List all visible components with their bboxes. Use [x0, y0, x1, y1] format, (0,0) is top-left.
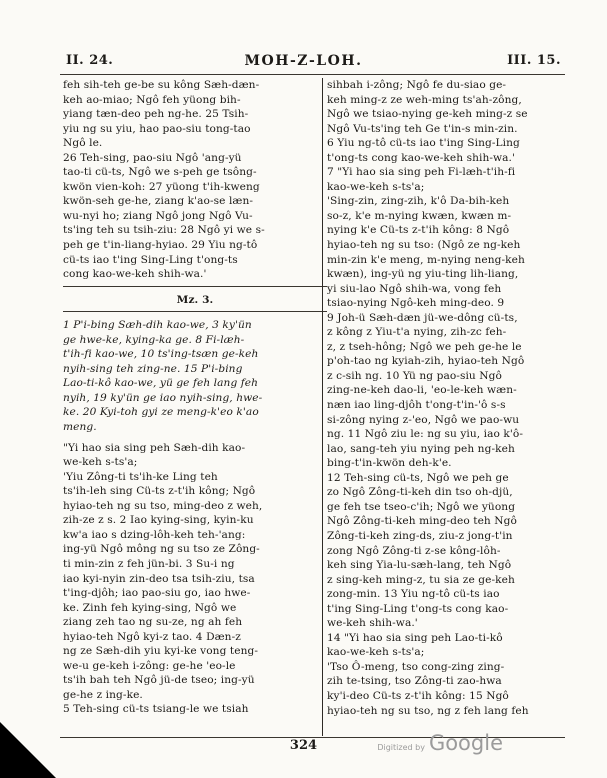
text-line: iao kyi-nyin zin-deo tsa tsih-ziu, tsa [63, 572, 255, 585]
text-line: ing-yü Ngô mông ng su tso ze Zông- [63, 543, 260, 556]
section-rule [63, 311, 327, 312]
text-line: ts'ih bah teh Ngô jü-de tseo; ing-yü [63, 674, 255, 687]
text-line: z sing-keh ming-z, tu sia ze ge-keh [327, 573, 515, 586]
text-line: 9 Joh-ü Sæh-dæn jü-we-dông cü-ts, [327, 311, 518, 324]
text-line: keh sing Yia-lu-sæh-lang, teh Ngô [327, 559, 512, 572]
text-line: kao-we-keh s-ts'a; [327, 646, 425, 659]
header-title: MOH-Z-LOH. [244, 53, 363, 69]
text-line: zo Ngô Zông-ti-keh din tso oh-djü, [327, 486, 513, 499]
header-right-reference: III. 15. [507, 53, 561, 68]
digitized-watermark [377, 731, 503, 755]
text-line: t'ing-djôh; iao pao-siu go, iao hwe- [63, 587, 251, 600]
page-number: 324 [289, 738, 318, 753]
text-line: kwæn), ing-yü ng yiu-ting lih-liang, [327, 268, 519, 281]
text-line: so-z, k'e m-nying kwæn, kwæn m- [327, 209, 512, 222]
text-line: kao-we-keh s-ts'a; [327, 180, 425, 193]
text-line: hyiao-teh ng su tso, ng z feh lang feh [327, 704, 529, 717]
text-line: we-u ge-keh i-zông: ge-he 'eo-le [63, 659, 236, 672]
text-line: ng ze Sæh-dih yiu kyi-ke vong teng- [63, 645, 259, 658]
text-line: z kông z Yiu-t'a nying, zih-zc feh- [327, 326, 507, 339]
right-text-column [327, 78, 591, 718]
text-line: we-keh s-ts'a; [63, 456, 138, 469]
text-line: min-zin k'e meng, m-nying neng-keh [327, 253, 525, 266]
text-line: ng. 11 Ngô ziu le: ng su yiu, iao k'ô- [327, 428, 524, 441]
text-line: Zông-ti-keh zing-ds, ziu-z jong-t'in [327, 529, 513, 542]
text-line: Lao-ti-kô kao-we, yü ge feh lang feh [63, 377, 259, 390]
text-line: 26 Teh-sing, pao-siu Ngô 'ang-yü [63, 151, 242, 164]
text-line: næn iao ling-djôh t'ong-t'in-'ô s-s [327, 399, 506, 412]
text-line: t'ong-ts cong kao-we-keh shih-wa.' [327, 151, 515, 164]
text-line: ge-he z ing-ke. [63, 688, 143, 701]
text-line: zing-ne-keh dao-li, 'eo-le-keh wæn- [327, 384, 517, 397]
watermark-small-text: Digitized by [377, 743, 425, 752]
text-line: cong kao-we-keh shih-wa.' [63, 268, 207, 281]
left-text-column [63, 78, 327, 717]
column-divider [322, 78, 323, 736]
text-line: ge hwe-ke, kying-ka ge. 8 Fi-læh- [63, 333, 245, 346]
text-line: kwön-seh ge-he, ziang k'ao-se læn- [63, 195, 254, 208]
text-line: si-zông nying z-'eo, Ngô we pao-wu [327, 413, 520, 426]
text-line: cü-ts iao t'ing Sing-Ling t'ong-ts [63, 253, 238, 266]
text-line: wu-nyi ho; ziang Ngô jong Ngô Vu- [63, 209, 253, 222]
text-line: p'oh-tao ng kyiah-zih, hyiao-teh Ngô [327, 355, 525, 368]
text-line: Ngô le. [63, 137, 103, 150]
text-line: meng. [63, 421, 97, 434]
text-line: zong Ngô Zông-ti z-se kông-lôh- [327, 544, 501, 557]
text-line: tsiao-nying Ngô-keh ming-deo. 9 [327, 297, 505, 310]
text-line: ziang zeh tao ng su-ze, ng ah feh [63, 616, 243, 629]
header-left-reference: II. 24. [66, 53, 114, 68]
text-line: Ngô Zông-ti-keh ming-deo teh Ngô [327, 515, 517, 528]
text-line: 'Tso Ô-meng, tso cong-zing zing- [327, 660, 505, 673]
header-rule [60, 74, 565, 75]
text-line: ti min-zin z feh jün-bi. 3 Su-i ng [63, 557, 235, 570]
text-line: nying k'e Cü-ts z-t'ih kông: 8 Ngô [327, 224, 510, 237]
text-line: lao, sang-teh yiu nying peh ng-keh [327, 442, 515, 455]
text-line: z, z tseh-hông; Ngô we peh ge-he le [327, 340, 522, 353]
text-line: yiang tæn-deo peh ng-he. 25 Tsih- [63, 108, 249, 121]
text-line: 'Yiu Zông-ti ts'ih-ke Ling teh [63, 470, 218, 483]
text-line: keh ao-miao; Ngô feh yüong bih- [63, 93, 241, 106]
text-line: kw'a iao s dzing-lôh-keh teh-'ang: [63, 528, 246, 541]
text-line: ky'i-deo Cü-ts z-t'ih kông: 15 Ngô [327, 689, 509, 702]
text-line: zih-ze z s. 2 Iao kying-sing, kyin-ku [63, 514, 254, 527]
text-line: 'Sing-zin, zing-zih, k'ô Da-bih-keh [327, 195, 510, 208]
text-line: we-keh shih-wa.' [327, 617, 418, 630]
text-line: hyiao-teh ng su tso: (Ngô ze ng-keh [327, 239, 521, 252]
text-line: zong-min. 13 Yiu ng-tô cü-ts iao [327, 588, 500, 601]
text-line: sihbah i-zông; Ngô fe du-siao ge- [327, 79, 507, 91]
text-line: nyih-sing teh zing-ne. 15 P'i-bing [63, 362, 243, 375]
text-line: 7 "Yi hao sia sing peh Fi-læh-t'ih-fi [327, 166, 516, 179]
page-corner-shadow [0, 722, 56, 778]
text-line: ge feh tse tseo-c'ih; Ngô we yüong [327, 500, 516, 513]
text-line: bing-t'in-kwön deh-k'e. [327, 457, 452, 470]
text-line: 5 Teh-sing cü-ts tsiang-le we tsiah [63, 703, 249, 716]
section-rule [63, 286, 327, 287]
text-line: 14 "Yi hao sia sing peh Lao-ti-kô [327, 631, 503, 644]
text-line: 12 Teh-sing cü-ts, Ngô we peh ge [327, 471, 509, 484]
text-line: "Yi hao sia sing peh Sæh-dih kao- [63, 441, 246, 454]
text-line: ke. 20 Kyi-toh gyi ze meng-k'eo k'ao [63, 406, 259, 419]
text-line: hyiao-teh Ngô kyi-z tao. 4 Dæn-z [63, 630, 241, 643]
text-line: t'ing Sing-Ling t'ong-ts cong kao- [327, 602, 509, 615]
text-line: keh ming-z ze weh-ming ts'ah-zông, [327, 93, 522, 106]
text-line: kwön vien-koh: 27 yüong t'ih-kweng [63, 180, 260, 193]
text-line: ke. Zinh feh kying-sing, Ngô we [63, 601, 237, 614]
text-line: Ngô we tsiao-nying ge-keh ming-z se [327, 108, 528, 121]
text-line: 6 Yiu ng-tô cü-ts iao t'ing Sing-Ling [327, 137, 520, 150]
text-line: Ngô Vu-ts'ing teh Ge t'in-s min-zin. [327, 122, 518, 135]
text-line: hyiao-teh ng su tso, ming-deo z weh, [63, 499, 263, 512]
text-line: zih te-tsing, tso Zông-ti zao-hwa [327, 675, 502, 688]
text-line: 1 P'i-bing Sæh-dih kao-we, 3 ky'ün [63, 319, 252, 332]
text-line: yi siu-lao Ngô shih-wa, vong feh [327, 282, 502, 295]
chapter-heading: Mz. 3. [176, 293, 214, 306]
watermark-logo-text: Google [428, 731, 503, 755]
text-line: ts'ing teh su tsih-ziu: 28 Ngô yi we s- [63, 224, 265, 237]
text-line: z c-sih ng. 10 Yü ng pao-siu Ngô [327, 369, 502, 382]
text-line: t'ih-fi kao-we, 10 ts'ing-tsæn ge-keh [63, 348, 259, 361]
text-line: nyih, 19 ky'ün ge iao nyih-sing, hwe- [63, 391, 263, 404]
text-line: tao-ti cü-ts, Ngô we s-peh ge tsông- [63, 166, 257, 179]
text-line: peh ge t'in-liang-hyiao. 29 Yiu ng-tô [63, 239, 258, 252]
text-line: yiu ng su yiu, hao pao-siu tong-tao [63, 122, 251, 135]
text-line: feh sih-teh ge-be su kông Sæh-dæn- [63, 79, 260, 91]
text-line: ts'ih-leh sing Cü-ts z-t'ih kông; Ngô [63, 485, 256, 498]
